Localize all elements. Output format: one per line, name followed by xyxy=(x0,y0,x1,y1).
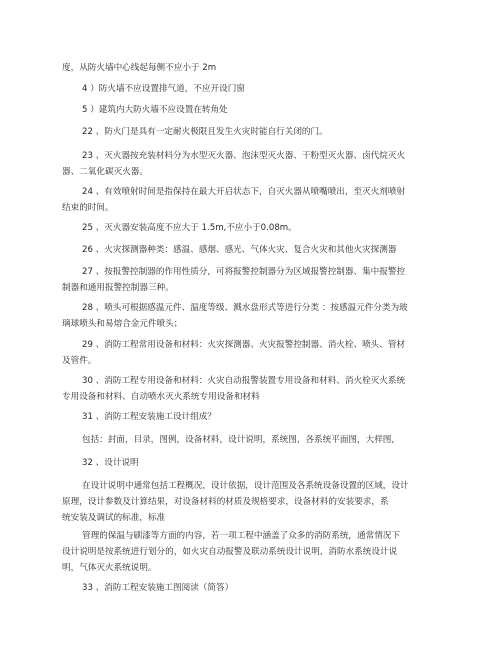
text-line: 明，气体灭火系统说明。 xyxy=(62,563,157,573)
paragraph-4 xyxy=(62,148,452,180)
text-line: 设计说明是按系统进行划分的，如火灾自动报警及联动系统设计说明，消防水系统设计说 xyxy=(62,547,398,557)
text-line: 结束的时间。 xyxy=(62,203,114,213)
text-line: 28 、喷头可根据感温元件、温度等级、溅水盘形式等进行分类 ：按感温元件分类为玻 xyxy=(82,303,408,313)
paragraph-15 xyxy=(62,478,452,526)
paragraph-2 xyxy=(82,102,472,118)
paragraph-7 xyxy=(82,242,472,258)
paragraph-5 xyxy=(62,184,452,216)
text-line: 30 、消防工程专用设备和材料：火灾自动报警装置专用设备和材料、消火栓灭火系统 xyxy=(82,376,406,386)
text-line: 度，从防火墙中心线起每侧不应小于 2m xyxy=(62,63,217,73)
paragraph-1 xyxy=(82,81,472,97)
text-line: 33 、消防工程安装施工图阅读（简答） xyxy=(82,583,234,593)
paragraph-8 xyxy=(62,264,452,296)
text-line: 25 、灭火器安装高度不应大于 1.5m,不应小于0.08m。 xyxy=(82,223,297,233)
paragraph-9 xyxy=(62,300,452,332)
text-line: 4 ）防火墙不应设置排气道，不应开设门窗 xyxy=(82,84,245,94)
text-line: 26 、火灾探测器种类：感温、感烟、感光、气体火灾、复合火灾和其他火灾探测器 xyxy=(82,245,397,255)
text-line: 5 ）建筑内大防火墙不应设置在转角处 xyxy=(82,105,228,115)
paragraph-6 xyxy=(82,220,472,236)
text-line: 24 、有效喷射时间是指保持在最大开启状态下，自灭火器从喷嘴喷出，至灭火剂喷射 xyxy=(82,187,406,197)
text-line: 31 、消防工程安装施工设计组成？ xyxy=(82,412,216,422)
paragraph-0 xyxy=(62,60,452,76)
text-line: 管理的保温与刷漆等方面的内容，若一项工程中涵盖了众多的消防系统，通常情况下 xyxy=(82,531,400,541)
text-line: 原理，设计参数及计算结果，对设备材料的材质及规格要求，设备材料的安装要求，系 xyxy=(62,497,389,507)
text-line: 29 、消防工程常用设备和材料：火灾探测器、火灾报警控制器、消火栓、喷头、管材 xyxy=(82,340,406,350)
text-line: 包括：封面，目录，图例，设备材料，设计说明，系统图，各系统平面图，大样图， xyxy=(82,435,400,445)
text-line: 22 、防火门是具有一定耐火极限且发生火灾时能自行关闭的门。 xyxy=(82,127,328,137)
paragraph-13 xyxy=(82,432,472,448)
paragraph-12 xyxy=(82,409,472,425)
text-line: 32 、设计说明 xyxy=(82,458,139,468)
paragraph-17 xyxy=(82,580,472,596)
text-line: 制器和通用报警控制器三种。 xyxy=(62,283,174,293)
text-line: 27 、按报警控制器的作用性质分，可将报警控制器分为区域报警控制器、集中报警控 xyxy=(82,267,406,277)
text-line: 23 、灭火器按充装材料分为水型灭火器、泡沫型灭火器、干粉型灭火器、卤代烷灭火 xyxy=(82,151,406,161)
text-line: 器、二氧化碳灭火器。 xyxy=(62,167,148,177)
paragraph-10 xyxy=(62,337,452,369)
text-line: 在设计说明中通常包括工程概况，设计依据，设计范围及各系统设备设置的区域，设计 xyxy=(82,481,409,491)
paragraph-11 xyxy=(62,373,452,405)
paragraph-3 xyxy=(82,124,472,140)
text-line: 及管件。 xyxy=(62,356,97,366)
paragraph-14 xyxy=(82,455,472,471)
paragraph-16 xyxy=(62,528,452,576)
text-line: 璃球喷头和易熔合金元件喷头； xyxy=(62,319,183,329)
text-line: 统安装及调试的标准，标准 xyxy=(62,513,166,523)
text-line: 专用设备和材料、自动喷水灭火系统专用设备和材料 xyxy=(62,392,260,402)
